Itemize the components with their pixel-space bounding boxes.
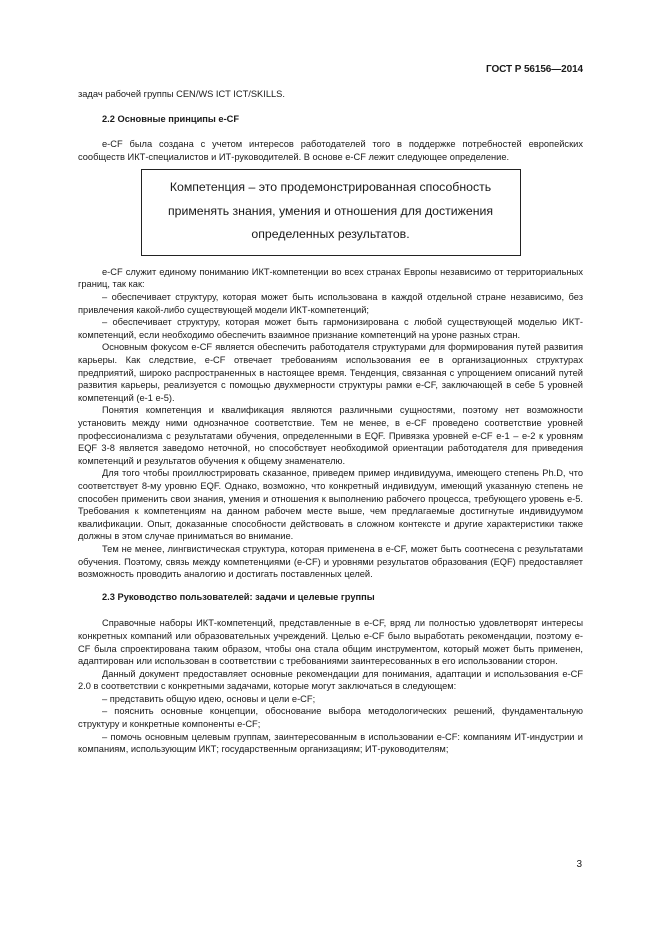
definition-line: применять знания, умения и отношения для достижения <box>167 203 494 218</box>
standard-code: ГОСТ Р 56156—2014 <box>486 64 583 75</box>
section-heading-2-3: 2.3 Руководство пользователей: задачи и целевые группы <box>102 591 375 602</box>
list-item: – представить общую идею, основы и цели e-CF; <box>102 693 316 704</box>
paragraph: Основным фокусом e-CF является обеспечить работодателя структурами для формирования путей развития карьеры. Как следствие, e-CF отвечает требованиям использования ее в организационных структурах предприятий, широко распространенных в настоящее время. Тенденция, связанная с упрощением описаний путей развития карьеры, реализуется с помощью двухмерности структуры рамки e-CF, заключающей в себе 5 уровней компетенций (e-1 e-5). <box>78 342 583 403</box>
paragraph: Понятия компетенция и квалификация являются различными сущностями, поэтому нет возможности установить между ними однозначное соответствие. Тем не менее, в e-CF проведено соответствие уровней профессионализма с результатами обучения, определенными в EQF. Привязка уровней e-CF e-1 – e-2 к уровням EQF 3-8 является заведомо неточной, но способствует необходимой ориентации работодателя для приведения компетенций и результатов обучения к общему знаменателю. <box>78 405 583 466</box>
definition-box <box>141 169 521 256</box>
definition-line: Компетенция – это продемонстрированная способность <box>169 180 492 195</box>
paragraph: Данный документ предоставляет основные рекомендации для понимания, адаптации и использования e-CF 2.0 в соответствии с конкретными задачами, которые могут заключаться в следующем: <box>78 668 583 692</box>
page-number: 3 <box>576 859 582 870</box>
paragraph: Тем не менее, лингвистическая структура, которая применена в e-CF, может быть соотнесена с результатами обучения. Поэтому, связь между компетенциями (e-CF) и уровнями результатов образования (EQF) предоставляет возможность проводить аналогию и достигать поставленных целей. <box>78 543 583 580</box>
paragraph: e-CF служит единому пониманию ИКТ-компетенции во всех странах Европы независимо от территориальных границ, так как: <box>78 266 583 290</box>
definition-line: определенных результатов. <box>251 227 410 242</box>
paragraph: задач рабочей группы CEN/WS ICT ICT/SKILLS. <box>78 89 285 99</box>
list-item: – обеспечивает структуру, которая может быть гармонизирована с любой существующей моделью ИКТ-компетенций, если необходимо обеспечить взаимное признание компетенций на уроне разных стран. <box>78 317 583 340</box>
section-heading-2-2: 2.2 Основные принципы e-CF <box>102 113 240 124</box>
list-item: – помочь основным целевым группам, заинтересованным в использовании e-CF: компаниям ИТ-индустрии и компаниям, использующим ИКТ; государственным организациям; ИТ-руководителям; <box>78 731 583 755</box>
list-item: – пояснить основные концепции, обоснование выбора методологических решений, фундаментальную структуру и конкретные компоненты e-CF; <box>78 706 583 730</box>
paragraph: e-CF была создана с учетом интересов работодателей того в поддержке потребностей европейских сообществ ИКТ-специалистов и ИТ-руководителей. В основе e-CF лежит следующее определение. <box>78 139 583 162</box>
document-body <box>78 88 583 756</box>
list-item: – обеспечивает структуру, которая может быть использована в каждой отдельной стране независимо, без привлечения какой-либо существующей модели ИКТ-компетенций; <box>78 292 583 315</box>
paragraph: Для того чтобы проиллюстрировать сказанное, приведем пример индивидуума, имеющего степень Ph.D, что соответствует 8-му уровню EQF. Однако, возможно, что конкретный индивидуум, имеющий указанную степень не способен применить свои знания, умения и отношения к выполнению рабочего процесса, требующего уровень e-5. Требования к компетенциям на данном рабочем месте выше, чем предлагаемые достигнутые индивидуумом квалификации. Опыт, доказанные способности действовать в сложном контексте и другие характеристики также должны в этом случае приниматься во внимание. <box>78 468 583 542</box>
paragraph: Справочные наборы ИКТ-компетенций, представленные в e-CF, вряд ли полностью удовлетворят интересы конкретных компаний или образовательных учреждений. Целью e-CF было выработать рекомендации, поэтому e-CF была спроектирована таким образом, чтобы она стала общим инструментом, который может быть применен, адаптирован или использован в соответствии с требованиями заинтересованных в его использовании сторон. <box>78 618 583 667</box>
